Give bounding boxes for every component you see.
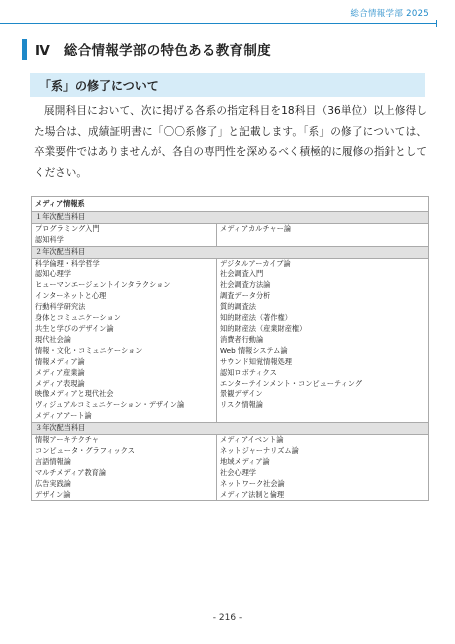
course-name: 行動科学研究法 [35,302,86,312]
year-header-1: １年次配当科目 [32,211,429,223]
course-name: コンピュータ・グラフィックス [35,445,135,455]
header-tag: 総合情報学部 2025 [350,9,429,19]
course-name: 科学倫理・科学哲学 [35,258,100,268]
course-name: マルチメディア教育論 [35,467,107,477]
course-name: 地域メディア論 [220,456,270,466]
chapter-heading [22,37,433,61]
course-name: プログラミング入門 [35,223,100,233]
course-name: メディア法制と倫理 [220,489,285,499]
course-table [31,196,429,501]
course-name: 社会心理学 [220,467,256,477]
header-rule [0,23,437,24]
course-row [32,258,429,423]
course-name: Web 情報システム論 [220,345,288,355]
course-name: 情報アーキテクチャ [35,435,99,445]
course-name: メディアイベント論 [220,435,284,445]
course-list-left [32,258,217,423]
course-name: メディア産業論 [35,367,85,377]
course-name: 広告実践論 [35,478,71,488]
course-list-left [32,223,217,246]
course-name: メディアアート論 [35,411,92,421]
year-header-row [32,423,429,435]
course-row [32,435,429,501]
course-name: 知的財産法（産業財産権） [220,323,307,333]
course-list-right [217,258,429,423]
course-row [32,223,429,246]
year-header-row [32,211,429,223]
course-name: デザイン論 [35,489,71,499]
body-paragraph: 展開科目において、次に掲げる各系の指定科目を18科目（36単位）以上修得した場合は、成績証明書に「〇〇系修了」と記載します。「系」の修了については、卒業要件ではありませんが、各自の専門性を深めるべく積極的に履修の指針としてください。 [34,105,427,179]
chapter-title: Ⅳ 総合情報学部の特色ある教育制度 [35,43,271,59]
course-list-right [217,435,429,501]
course-name: メディア表現論 [35,378,85,388]
course-name: 認知心理学 [35,269,71,279]
course-name: ネットジャーナリズム論 [220,445,299,455]
section-heading [30,73,425,97]
course-name: メディアカルチャー論 [220,223,292,233]
year-header-row [32,246,429,258]
table-title-row [32,197,429,212]
course-name: 知的財産法（著作権） [220,313,292,323]
course-name: 消費者行動論 [220,334,264,344]
table-title: メディア情報系 [32,197,429,212]
year-header-3: ３年次配当科目 [32,423,429,435]
course-list-right [217,223,429,246]
course-name: ヴィジュアルコミュニケーション・デザイン論 [35,400,185,410]
course-list-left [32,435,217,501]
course-name: ヒューマンエージェントインタラクション [35,280,171,290]
course-name: 情報・文化・コミュニケーション [35,345,143,355]
course-name: サウンド知覚情報処理 [220,356,292,366]
year-header-2: ２年次配当科目 [32,246,429,258]
course-name: インターネットと心理 [35,291,107,301]
page-number: - 216 - [212,613,243,623]
course-name: エンターテインメント・コンピューティング [220,378,363,388]
chapter-accent-bar [22,39,27,60]
course-name: 社会調査入門 [220,269,264,279]
course-name: 景観デザイン [220,389,263,399]
course-name: 言語情報論 [35,456,71,466]
course-name: 共生と学びのデザイン論 [35,323,114,333]
course-name: 認知ロボティクス [220,367,277,377]
course-name: 現代社会論 [35,334,71,344]
course-name: デジタルアーカイブ論 [220,258,291,268]
course-name: 身体とコミュニケーション [35,313,121,323]
section-title: 「系」の修了について [39,78,159,93]
course-name: 社会調査方法論 [220,280,271,290]
course-name: 映像メディアと現代社会 [35,389,114,399]
course-name: ネットワーク社会論 [220,478,285,488]
course-name: 質的調査法 [220,302,256,312]
course-name: 調査データ分析 [220,291,271,301]
course-name: 情報メディア論 [35,356,85,366]
course-name: リスク情報論 [220,400,263,410]
course-name: 認知科学 [35,234,64,244]
